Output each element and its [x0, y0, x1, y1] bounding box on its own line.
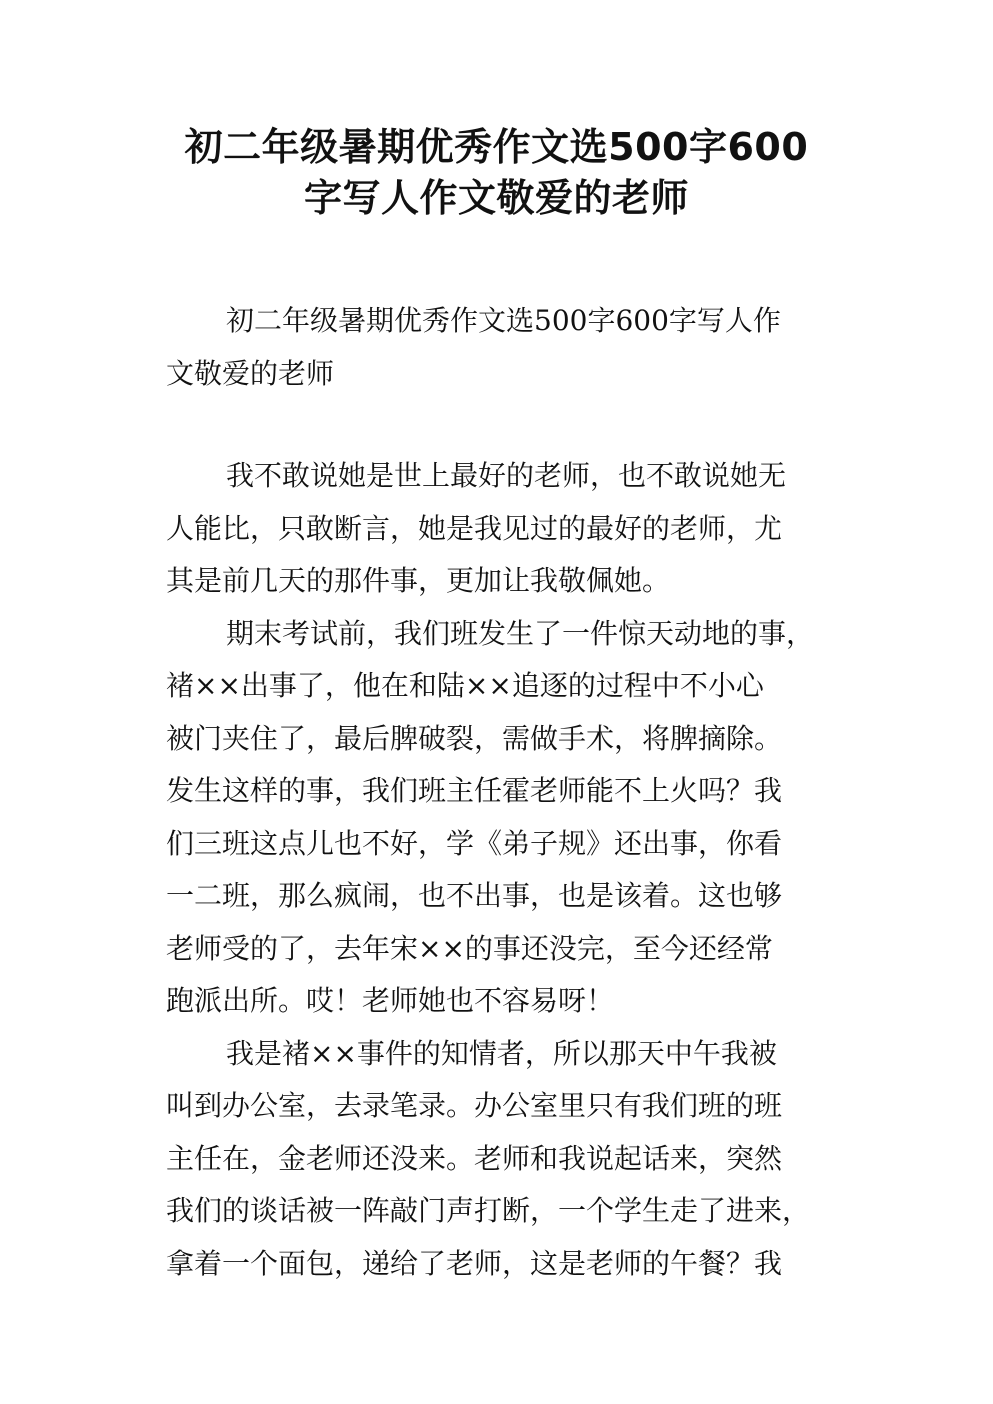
title-line: 字写人作文敬爱的老师	[303, 176, 689, 220]
paragraph-2-line: 期末考试前，我们班发生了一件惊天动地的事，	[226, 616, 815, 650]
paragraph-2-line: 一二班，那么疯闹，也不出事，也是该着。这也够	[166, 879, 783, 912]
paragraph-3-line: 我是褚××事件的知情者，所以那天中午我被	[226, 1036, 777, 1070]
paragraph-1-line: 我不敢说她是世上最好的老师，也不敢说她无	[226, 459, 787, 492]
paragraph-2-line: 被门夹住了，最后脾破裂，需做手术，将脾摘除。	[166, 721, 783, 755]
document-title	[150, 122, 843, 224]
paragraph-1-line: 其是前几天的那件事，更加让我敬佩她。	[166, 564, 671, 597]
paragraph-3-line: 拿着一个面包，递给了老师，这是老师的午餐？我	[166, 1246, 783, 1280]
subtitle-paragraph	[166, 295, 830, 400]
paragraph-2-line: 们三班这点儿也不好，学《弟子规》还出事，你看	[166, 826, 783, 860]
paragraph-2-line: 发生这样的事，我们班主任霍老师能不上火吗？我	[166, 774, 783, 807]
subtitle-line: 文敬爱的老师	[166, 356, 335, 390]
paragraph-2-line: 跑派出所。哎！老师她也不容易呀！	[166, 984, 615, 1017]
paragraph-3-line: 主任在，金老师还没来。老师和我说起话来，突然	[166, 1141, 783, 1175]
paragraph-2-line: 老师受的了，去年宋××的事还没完，至今还经常	[166, 931, 773, 965]
paragraph-2-line: 褚××出事了，他在和陆××追逐的过程中不小心	[166, 669, 764, 702]
paragraph-3-line: 叫到办公室，去录笔录。办公室里只有我们班的班	[166, 1089, 783, 1122]
article-body	[166, 450, 830, 1290]
title-line: 初二年级暑期优秀作文选500字600	[184, 125, 809, 169]
paragraph-1-line: 人能比，只敢断言，她是我见过的最好的老师，尤	[166, 511, 783, 545]
subtitle-line: 初二年级暑期优秀作文选500字600字写人作	[226, 304, 781, 337]
paragraph-3-line: 我们的谈话被一阵敲门声打断，一个学生走了进来，	[166, 1194, 811, 1227]
